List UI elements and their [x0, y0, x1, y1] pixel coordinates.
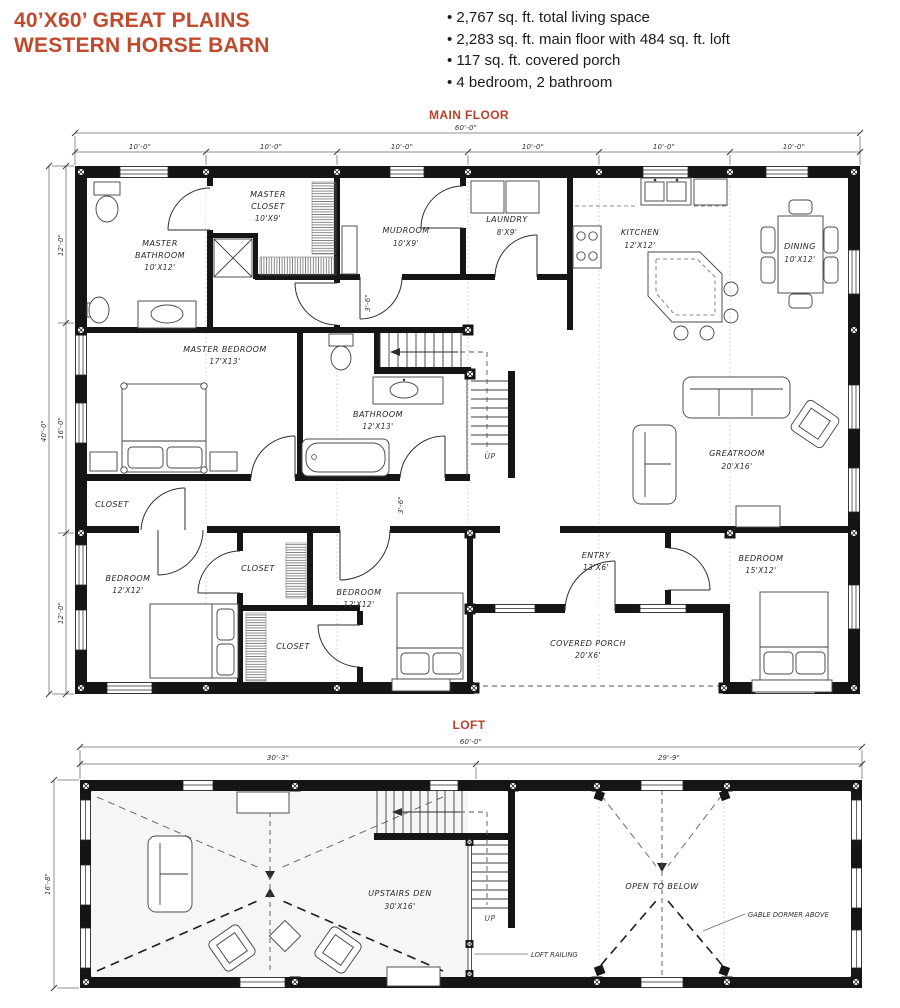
dim-overall-depth: 40'-0"	[40, 419, 48, 443]
pedestal-sink-icon	[87, 297, 109, 323]
bathtub-icon	[302, 439, 389, 476]
console-table	[736, 506, 780, 527]
door-swing	[251, 436, 295, 478]
room-label: CLOSET	[241, 564, 275, 573]
room-label: GREATROOM	[709, 449, 765, 458]
room-label: LAUNDRY	[486, 215, 528, 224]
window	[641, 978, 683, 988]
bed-icon	[752, 592, 832, 692]
window	[849, 250, 860, 294]
room-label: OPEN TO BELOW	[625, 882, 699, 891]
window	[849, 585, 860, 629]
window	[81, 928, 91, 968]
window	[81, 865, 91, 905]
room-label: CLOSET	[95, 500, 129, 509]
window	[76, 545, 87, 585]
sofa-icon	[148, 836, 192, 912]
room-label: CLOSET	[251, 202, 285, 211]
room-size: 20'X16'	[721, 462, 753, 471]
armchair-icon	[789, 398, 841, 449]
room-label: MASTER	[250, 190, 286, 199]
window	[240, 978, 285, 988]
room-size: 10'X9'	[393, 239, 419, 248]
washer-dryer-icon	[471, 181, 539, 213]
room-label: BEDROOM	[738, 554, 784, 563]
dim-seg: 10'-0"	[782, 143, 806, 151]
media-table	[237, 792, 289, 813]
dim-seg: 10'-0"	[259, 143, 283, 151]
dim-seg: 16'-0"	[57, 416, 65, 440]
room-size: 10'X12'	[784, 255, 816, 264]
window	[766, 167, 808, 178]
window	[852, 800, 862, 840]
shower-icon	[214, 239, 252, 277]
window	[76, 403, 87, 443]
door-swing	[168, 188, 210, 230]
dim-overall-depth: 16'-8"	[44, 872, 52, 896]
window	[641, 781, 683, 791]
room-label: MASTER	[142, 239, 178, 248]
room-label: UPSTAIRS DEN	[368, 889, 432, 898]
dim-interior: 3'-6"	[397, 496, 405, 514]
window	[852, 868, 862, 908]
dim-seg: 10'-0"	[521, 143, 545, 151]
room-label: BATHROOM	[353, 410, 403, 419]
loft-railing-callout: LOFT RAILING	[531, 951, 578, 959]
toilet-icon	[329, 334, 353, 370]
bed-icon	[392, 593, 463, 691]
dim-seg: 10'-0"	[128, 143, 152, 151]
door-swing	[340, 530, 390, 580]
title-line-1: 40’X60’ GREAT PLAINS	[14, 9, 250, 32]
console-table	[387, 967, 440, 986]
window	[81, 800, 91, 840]
room-size: 20'X6'	[575, 651, 601, 660]
room-label: BEDROOM	[336, 588, 382, 597]
door-swing	[158, 530, 203, 575]
dim-interior: 3'-6"	[364, 294, 372, 312]
door-swing	[421, 186, 463, 228]
room-size: 13'X6'	[583, 563, 609, 572]
door-swing	[400, 436, 445, 478]
room-size: 8'X9'	[496, 228, 518, 237]
room-size: 10'X12'	[144, 263, 176, 272]
room-label: ENTRY	[581, 551, 611, 560]
window	[849, 385, 860, 429]
vanity-sink-icon	[138, 301, 196, 328]
sofa-icon	[683, 377, 790, 418]
room-label: COVERED PORCH	[550, 639, 626, 648]
kitchen-island-icon	[648, 252, 738, 340]
room-label: CLOSET	[276, 642, 310, 651]
toilet-icon	[94, 182, 120, 222]
door-swing	[198, 551, 240, 593]
stairs-up-label: UP	[484, 452, 496, 461]
spec-item: • 4 bedroom, 2 bathroom	[447, 72, 730, 94]
bed-icon	[150, 604, 238, 678]
window	[643, 167, 688, 178]
window	[76, 610, 87, 650]
dim-seg: 10'-0"	[390, 143, 414, 151]
window	[849, 468, 860, 512]
stove-icon	[573, 226, 601, 268]
room-size: 15'X12'	[745, 566, 777, 575]
room-label: DINING	[784, 242, 816, 251]
dining-table-icon	[761, 200, 838, 308]
master-bed-icon	[90, 383, 237, 473]
gable-dormer-callout: GABLE DORMER ABOVE	[748, 911, 829, 919]
stairs-up-label: UP	[484, 914, 496, 923]
mudroom-bench	[342, 226, 357, 274]
window	[390, 167, 424, 178]
room-label: MASTER BEDROOM	[183, 345, 267, 354]
main-floor-stairs	[380, 333, 508, 476]
room-label: BATHROOM	[135, 251, 185, 260]
window	[183, 781, 213, 791]
dim-seg: 12'-0"	[57, 601, 65, 625]
title-line-2: WESTERN HORSE BARN	[14, 34, 270, 57]
spec-item: • 2,767 sq. ft. total living space	[447, 7, 730, 29]
door-swing	[141, 488, 185, 530]
window	[852, 930, 862, 968]
window	[640, 605, 686, 613]
window	[120, 167, 168, 178]
door-swing	[295, 283, 337, 325]
room-label: MUDROOM	[382, 226, 430, 235]
window	[430, 781, 458, 791]
dim-seg: 30'-3"	[266, 754, 290, 762]
dim-seg: 29'-9"	[657, 754, 681, 762]
door-swing	[495, 235, 537, 277]
loveseat-icon	[633, 425, 676, 504]
loft-railing	[466, 838, 830, 978]
door-swing	[318, 625, 360, 667]
main-floor-section-label: MAIN FLOOR	[429, 108, 509, 122]
room-size: 10'X9'	[255, 214, 281, 223]
door-swing	[668, 548, 710, 590]
room-label: KITCHEN	[620, 228, 660, 237]
spec-item: • 117 sq. ft. covered porch	[447, 50, 730, 72]
dim-overall-width: 60'-0"	[459, 738, 483, 746]
window	[107, 683, 152, 694]
room-label: BEDROOM	[105, 574, 151, 583]
spec-item: • 2,283 sq. ft. main floor with 484 sq. ft. loft	[447, 29, 730, 51]
dim-overall-width: 60'-0"	[454, 124, 478, 132]
room-size: 12'X13'	[362, 422, 394, 431]
vanity-sink-icon	[373, 377, 443, 404]
window	[76, 335, 87, 375]
room-size: 30'X16'	[384, 902, 416, 911]
room-size: 12'X12'	[112, 586, 144, 595]
kitchen-counter	[575, 178, 727, 206]
room-size: 12'X12'	[624, 241, 656, 250]
room-size: 12'X12'	[343, 600, 375, 609]
room-size: 17'X13'	[209, 357, 241, 366]
dim-seg: 12'-0"	[57, 233, 65, 257]
loft-section-label: LOFT	[452, 718, 486, 732]
dim-seg: 10'-0"	[652, 143, 676, 151]
window	[495, 605, 535, 613]
